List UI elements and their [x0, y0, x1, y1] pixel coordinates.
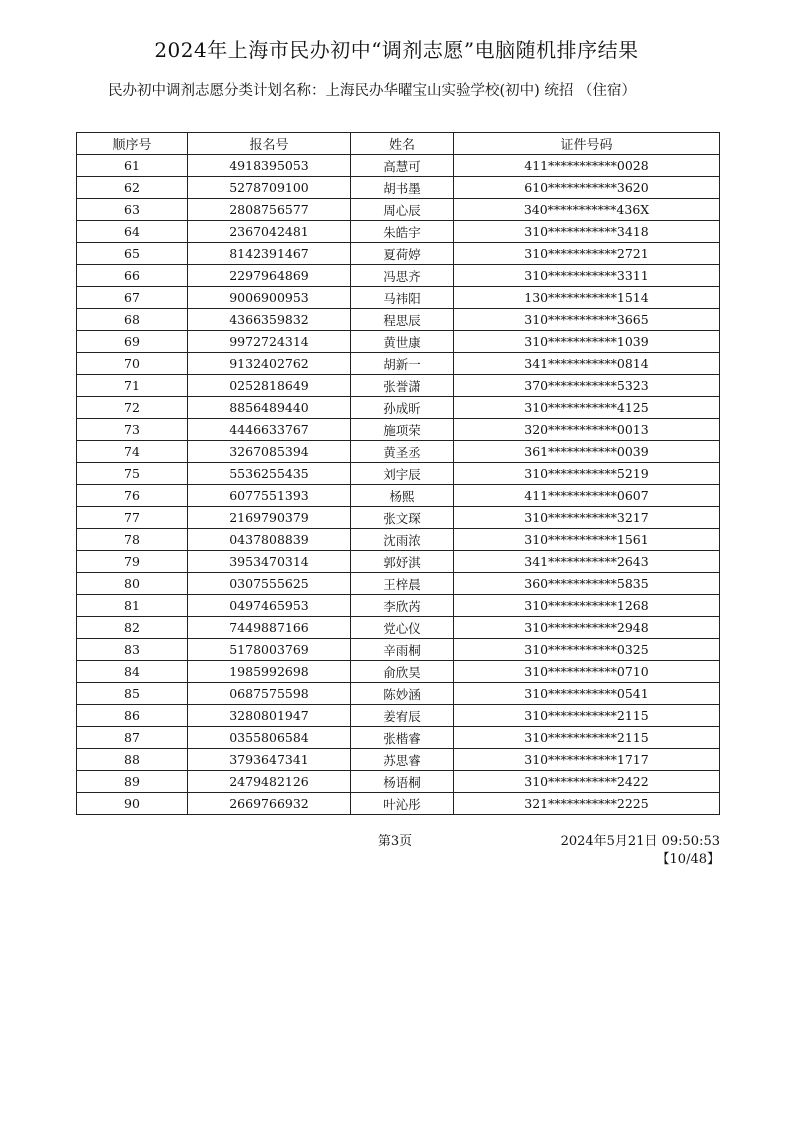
- cell-name: 姜宥辰: [351, 705, 454, 727]
- cell-reg-no: 2367042481: [188, 221, 351, 243]
- table-row: [77, 683, 720, 705]
- cell-name: 苏思睿: [351, 749, 454, 771]
- table-row: [77, 639, 720, 661]
- cell-seq: 68: [77, 309, 188, 331]
- cell-id-no: 310***********1561: [454, 529, 720, 551]
- cell-seq: 66: [77, 265, 188, 287]
- table-row: [77, 507, 720, 529]
- cell-id-no: 310***********2115: [454, 727, 720, 749]
- cell-seq: 87: [77, 727, 188, 749]
- cell-name: 马祎阳: [351, 287, 454, 309]
- cell-id-no: 360***********5835: [454, 573, 720, 595]
- cell-id-no: 310***********0541: [454, 683, 720, 705]
- table-row: [77, 287, 720, 309]
- table-row: [77, 485, 720, 507]
- cell-id-no: 411***********0028: [454, 155, 720, 177]
- table-row: [77, 551, 720, 573]
- cell-id-no: 310***********2115: [454, 705, 720, 727]
- cell-seq: 73: [77, 419, 188, 441]
- cell-seq: 79: [77, 551, 188, 573]
- cell-reg-no: 6077551393: [188, 485, 351, 507]
- cell-reg-no: 5178003769: [188, 639, 351, 661]
- table-row: [77, 221, 720, 243]
- cell-id-no: 340***********436X: [454, 199, 720, 221]
- cell-id-no: 310***********2422: [454, 771, 720, 793]
- cell-name: 杨熙: [351, 485, 454, 507]
- table-row: [77, 419, 720, 441]
- cell-name: 刘宇辰: [351, 463, 454, 485]
- cell-reg-no: 3267085394: [188, 441, 351, 463]
- cell-reg-no: 0497465953: [188, 595, 351, 617]
- cell-name: 胡新一: [351, 353, 454, 375]
- cell-id-no: 370***********5323: [454, 375, 720, 397]
- cell-name: 夏荷婷: [351, 243, 454, 265]
- cell-seq: 83: [77, 639, 188, 661]
- table-row: [77, 177, 720, 199]
- table-row: [77, 331, 720, 353]
- cell-name: 党心仪: [351, 617, 454, 639]
- cell-name: 张誉潇: [351, 375, 454, 397]
- cell-id-no: 341***********0814: [454, 353, 720, 375]
- cell-name: 俞欣昊: [351, 661, 454, 683]
- cell-seq: 76: [77, 485, 188, 507]
- table-row: [77, 529, 720, 551]
- table-row: [77, 749, 720, 771]
- cell-reg-no: 3793647341: [188, 749, 351, 771]
- cell-id-no: 310***********0325: [454, 639, 720, 661]
- cell-name: 王梓晨: [351, 573, 454, 595]
- cell-name: 施项荣: [351, 419, 454, 441]
- cell-id-no: 321***********2225: [454, 793, 720, 815]
- cell-seq: 84: [77, 661, 188, 683]
- cell-reg-no: 2669766932: [188, 793, 351, 815]
- table-body: [77, 155, 720, 815]
- cell-id-no: 310***********3217: [454, 507, 720, 529]
- cell-reg-no: 9132402762: [188, 353, 351, 375]
- cell-seq: 70: [77, 353, 188, 375]
- cell-reg-no: 0437808839: [188, 529, 351, 551]
- cell-reg-no: 2169790379: [188, 507, 351, 529]
- cell-seq: 90: [77, 793, 188, 815]
- cell-reg-no: 3280801947: [188, 705, 351, 727]
- cell-seq: 81: [77, 595, 188, 617]
- cell-name: 高慧可: [351, 155, 454, 177]
- cell-reg-no: 1985992698: [188, 661, 351, 683]
- cell-seq: 88: [77, 749, 188, 771]
- header-seq: 顺序号: [77, 133, 188, 155]
- cell-reg-no: 2297964869: [188, 265, 351, 287]
- cell-id-no: 310***********2721: [454, 243, 720, 265]
- cell-id-no: 310***********3665: [454, 309, 720, 331]
- cell-id-no: 310***********1039: [454, 331, 720, 353]
- cell-seq: 71: [77, 375, 188, 397]
- table-row: [77, 353, 720, 375]
- results-table: [76, 132, 720, 815]
- plan-name: 民办初中调剂志愿分类计划名称：上海民办华曜宝山实验学校(初中) 统招 （住宿）: [108, 83, 637, 99]
- cell-reg-no: 7449887166: [188, 617, 351, 639]
- cell-id-no: 310***********0710: [454, 661, 720, 683]
- table-row: [77, 617, 720, 639]
- cell-name: 程思辰: [351, 309, 454, 331]
- cell-name: 冯思齐: [351, 265, 454, 287]
- cell-reg-no: 9006900953: [188, 287, 351, 309]
- cell-id-no: 310***********4125: [454, 397, 720, 419]
- cell-seq: 61: [77, 155, 188, 177]
- cell-reg-no: 0307555625: [188, 573, 351, 595]
- cell-seq: 64: [77, 221, 188, 243]
- record-count: 【10/48】: [656, 852, 720, 867]
- table-row: [77, 771, 720, 793]
- header-id-no: 证件号码: [454, 133, 720, 155]
- table-row: [77, 573, 720, 595]
- cell-id-no: 310***********1717: [454, 749, 720, 771]
- cell-seq: 85: [77, 683, 188, 705]
- cell-reg-no: 8856489440: [188, 397, 351, 419]
- table-row: [77, 441, 720, 463]
- cell-reg-no: 0355806584: [188, 727, 351, 749]
- cell-seq: 86: [77, 705, 188, 727]
- cell-reg-no: 2479482126: [188, 771, 351, 793]
- cell-name: 黄世康: [351, 331, 454, 353]
- table-row: [77, 793, 720, 815]
- cell-seq: 80: [77, 573, 188, 595]
- page-number: 第3页: [377, 834, 413, 849]
- cell-reg-no: 8142391467: [188, 243, 351, 265]
- table-row: [77, 705, 720, 727]
- cell-seq: 89: [77, 771, 188, 793]
- cell-id-no: 310***********2948: [454, 617, 720, 639]
- table-row: [77, 199, 720, 221]
- cell-id-no: 310***********1268: [454, 595, 720, 617]
- cell-seq: 82: [77, 617, 188, 639]
- table-row: [77, 661, 720, 683]
- cell-id-no: 130***********1514: [454, 287, 720, 309]
- cell-seq: 65: [77, 243, 188, 265]
- cell-id-no: 341***********2643: [454, 551, 720, 573]
- cell-seq: 63: [77, 199, 188, 221]
- table-row: [77, 243, 720, 265]
- cell-name: 郭妤淇: [351, 551, 454, 573]
- cell-seq: 72: [77, 397, 188, 419]
- cell-name: 李欣芮: [351, 595, 454, 617]
- table-row: [77, 309, 720, 331]
- cell-reg-no: 9972724314: [188, 331, 351, 353]
- cell-name: 张楷睿: [351, 727, 454, 749]
- cell-reg-no: 3953470314: [188, 551, 351, 573]
- cell-name: 黄圣丞: [351, 441, 454, 463]
- cell-name: 胡书墨: [351, 177, 454, 199]
- cell-reg-no: 4446633767: [188, 419, 351, 441]
- cell-seq: 62: [77, 177, 188, 199]
- cell-name: 沈雨浓: [351, 529, 454, 551]
- cell-seq: 67: [77, 287, 188, 309]
- cell-name: 张文琛: [351, 507, 454, 529]
- cell-reg-no: 0687575598: [188, 683, 351, 705]
- cell-id-no: 411***********0607: [454, 485, 720, 507]
- table-row: [77, 155, 720, 177]
- cell-name: 叶沁彤: [351, 793, 454, 815]
- cell-id-no: 361***********0039: [454, 441, 720, 463]
- timestamp: 2024年5月21日 09:50:53: [560, 834, 720, 849]
- table-row: [77, 463, 720, 485]
- cell-name: 孙成昕: [351, 397, 454, 419]
- cell-seq: 77: [77, 507, 188, 529]
- cell-name: 杨语桐: [351, 771, 454, 793]
- header-reg-no: 报名号: [188, 133, 351, 155]
- cell-seq: 74: [77, 441, 188, 463]
- cell-seq: 78: [77, 529, 188, 551]
- cell-name: 朱皓宇: [351, 221, 454, 243]
- table-row: [77, 397, 720, 419]
- cell-seq: 75: [77, 463, 188, 485]
- cell-reg-no: 2808756577: [188, 199, 351, 221]
- table-row: [77, 375, 720, 397]
- table-row: [77, 727, 720, 749]
- table-header-row: [77, 133, 720, 155]
- cell-id-no: 310***********3311: [454, 265, 720, 287]
- header-name: 姓名: [351, 133, 454, 155]
- cell-id-no: 310***********3418: [454, 221, 720, 243]
- cell-reg-no: 4366359832: [188, 309, 351, 331]
- cell-id-no: 610***********3620: [454, 177, 720, 199]
- table-row: [77, 265, 720, 287]
- cell-reg-no: 4918395053: [188, 155, 351, 177]
- cell-id-no: 310***********5219: [454, 463, 720, 485]
- cell-reg-no: 0252818649: [188, 375, 351, 397]
- cell-reg-no: 5278709100: [188, 177, 351, 199]
- cell-reg-no: 5536255435: [188, 463, 351, 485]
- table-row: [77, 595, 720, 617]
- cell-name: 周心辰: [351, 199, 454, 221]
- cell-name: 辛雨桐: [351, 639, 454, 661]
- cell-id-no: 320***********0013: [454, 419, 720, 441]
- cell-name: 陈妙涵: [351, 683, 454, 705]
- cell-seq: 69: [77, 331, 188, 353]
- page-title: 2024年上海市民办初中“调剂志愿”电脑随机排序结果: [154, 38, 639, 62]
